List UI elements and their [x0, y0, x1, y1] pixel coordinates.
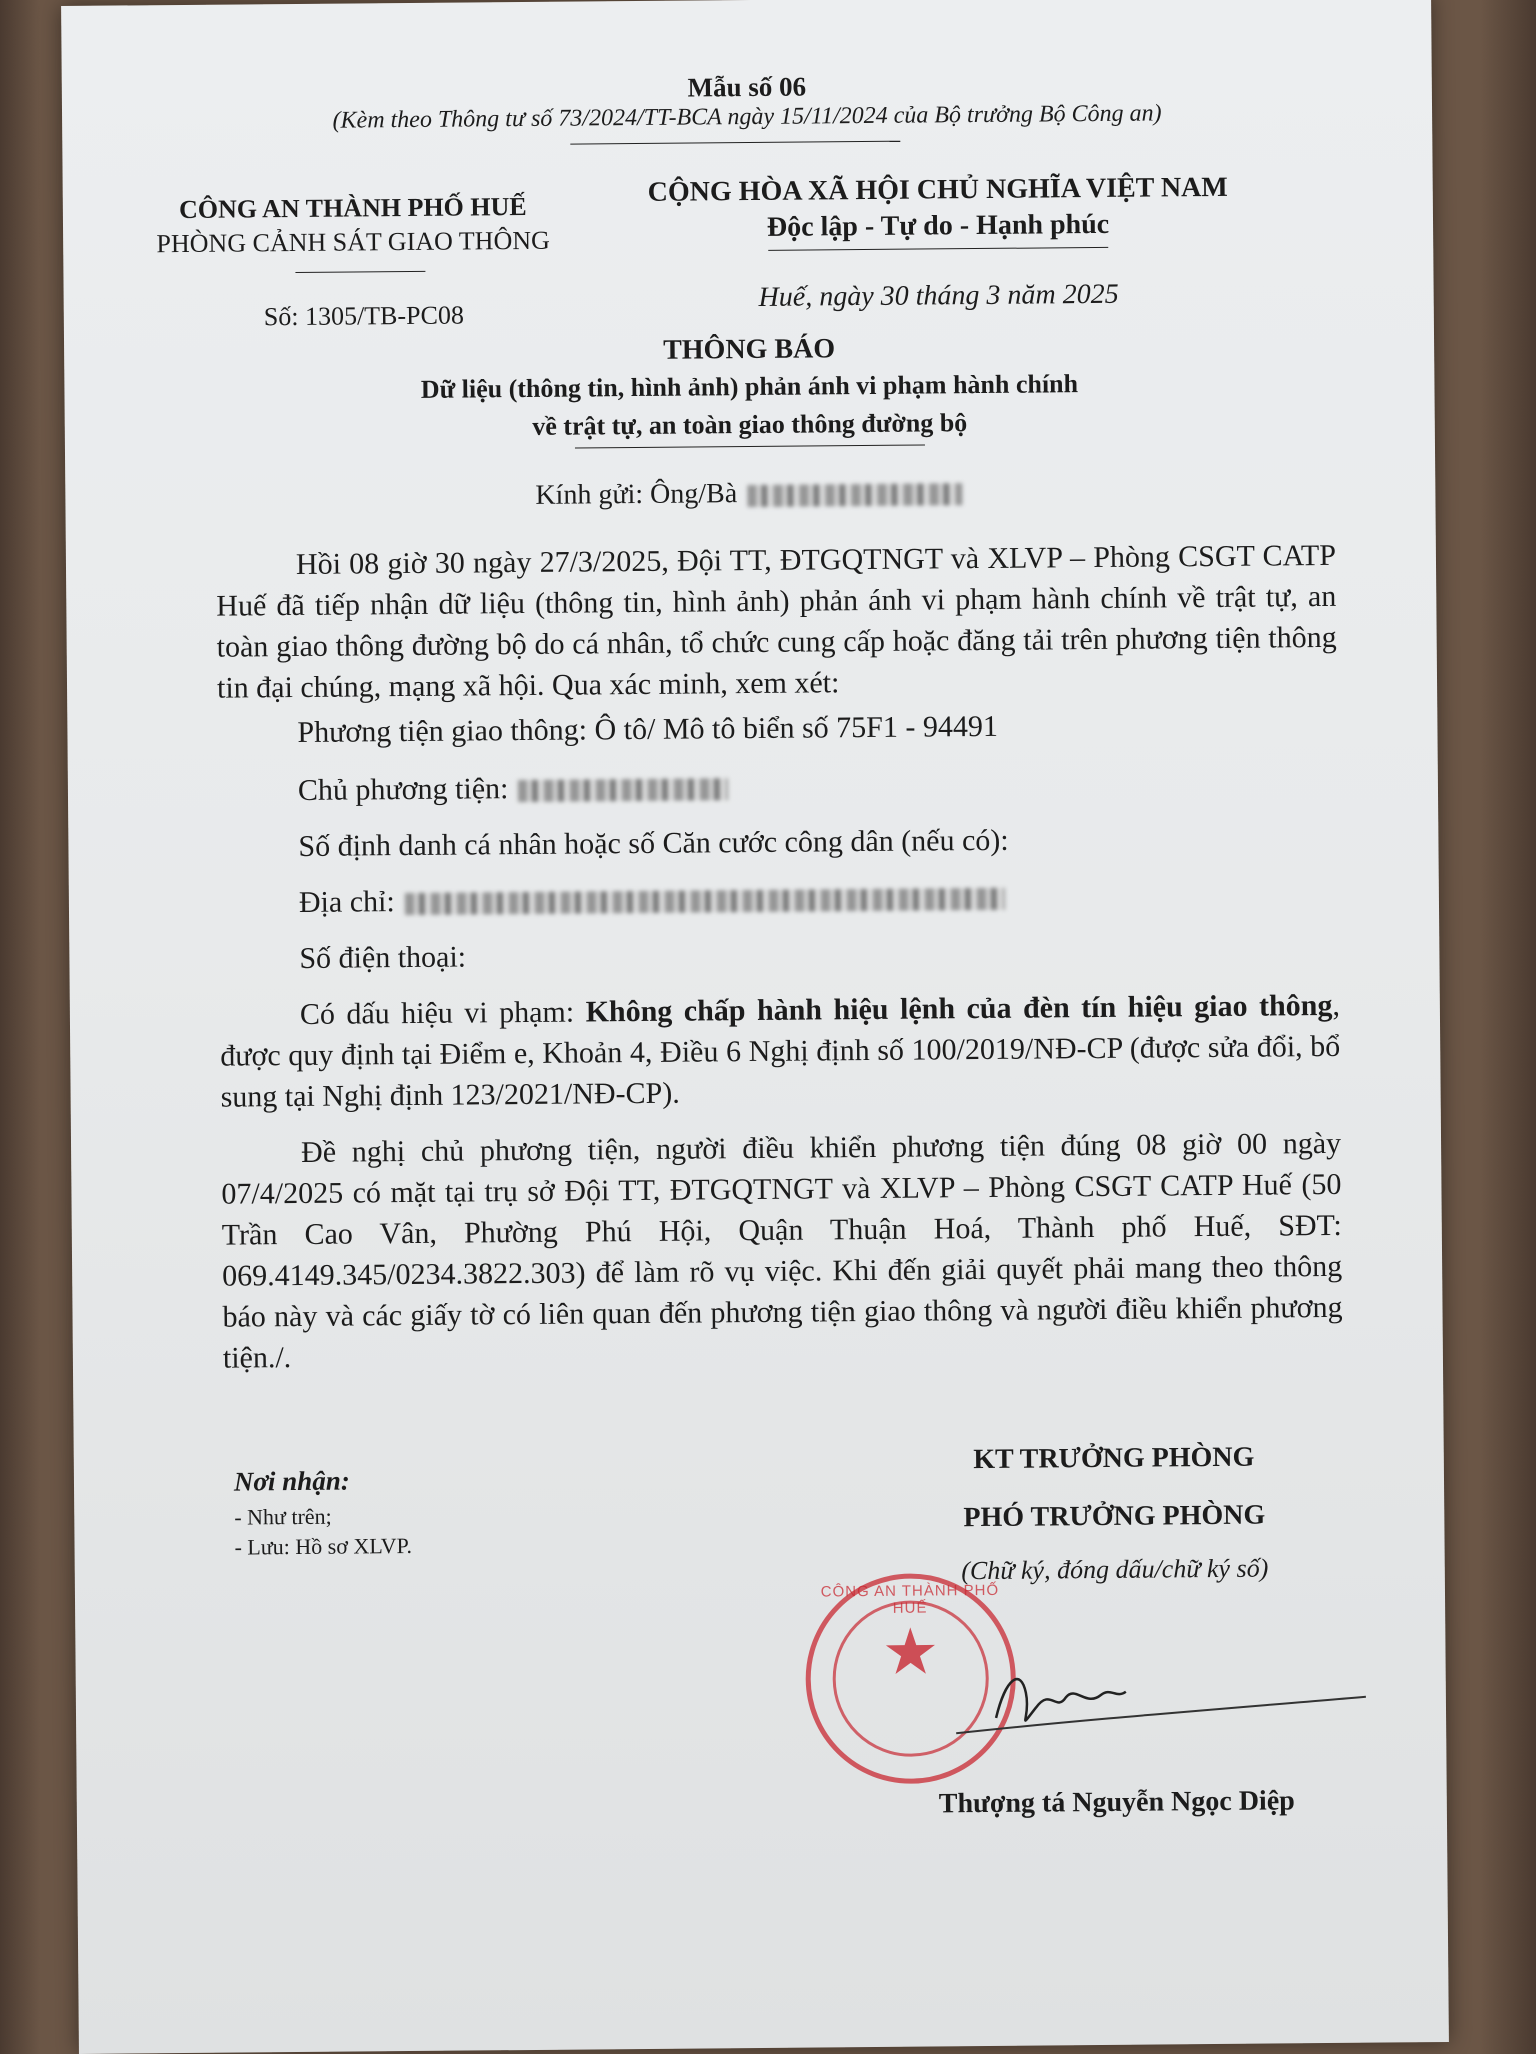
- stamp-text: CÔNG AN THÀNH PHỐ HUẾ: [820, 1581, 1000, 1617]
- signer-name: Thượng tá Nguyễn Ngọc Diệp: [938, 1785, 1295, 1820]
- document-page: [61, 0, 1449, 2054]
- signature-note: (Chữ ký, đóng dấu/chữ ký số): [961, 1553, 1269, 1586]
- signer-title-line2: PHÓ TRƯỞNG PHÒNG: [963, 1499, 1266, 1534]
- redacted-address: [405, 888, 1005, 915]
- agency-name: CÔNG AN THÀNH PHỐ HUẾ: [178, 191, 527, 224]
- recipients-item: - Như trên;: [234, 1503, 332, 1530]
- redacted-name: [747, 483, 962, 507]
- vehicle-line: Phương tiện giao thông: Ô tô/ Mô tô biển số 75F1 - 94491: [297, 709, 999, 749]
- divider: [295, 271, 425, 273]
- owner-line: [298, 770, 729, 808]
- document-subtitle-line2: về trật tự, an toàn giao thông đường bộ: [532, 408, 968, 441]
- nation-title: CỘNG HÒA XÃ HỘI CHỦ NGHĨA VIỆT NAM: [647, 171, 1228, 208]
- redacted-owner: [518, 778, 728, 802]
- document-number: Số: 1305/TB-PC08: [263, 300, 465, 332]
- violation-legal-basis: , được quy định tại Điểm e, Khoản 4, Điều 6 Nghị định số 100/2019/NĐ-CP (được sửa đổi, bổ sung tại Nghị định 123/2021/NĐ-CP).: [220, 988, 1341, 1114]
- signer-title-line1: KT TRƯỞNG PHÒNG: [973, 1441, 1255, 1476]
- recipients-title: Nơi nhận:: [233, 1465, 350, 1497]
- intro-text: Hồi 08 giờ 30 ngày 27/3/2025, Đội TT, ĐTGQTNGT và XLVP – Phòng CSGT CATP Huế đã tiếp nhận dữ liệu (thông tin, hình ảnh) phản ánh vi phạm hành chính về trật tự, an toàn giao thông đường bộ do cá nhân, tổ chức cung cấp hoặc đăng tải trên phương tiện thông tin đại chúng, mạng xã hội. Qua xác minh, xem xét:: [216, 538, 1337, 705]
- document-title: THÔNG BÁO: [663, 333, 836, 366]
- address-line: [299, 880, 1005, 920]
- document-date: Huế, ngày 30 tháng 3 năm 2025: [758, 278, 1119, 313]
- request-text: Đề nghị chủ phương tiện, người điều khiển phương tiện đúng 08 giờ 00 ngày 07/4/2025 có mặt tại trụ sở Đội TT, ĐTGQTNGT và XLVP – Phòng CSGT CATP Huế (50 Trần Cao Vân, Phường Phú Hội, Quận Thuận Hoá, Thành phố Huế, SĐT: 069.4149.345/0234.3822.303) để làm rõ vụ việc. Khi đến giải quyết phải mang theo thông báo này và các giấy tờ có liên quan đến phương tiện giao thông và người điều khiển phương tiện./.: [221, 1126, 1343, 1375]
- divider: [575, 444, 925, 448]
- address-label: Địa chỉ:: [298, 885, 395, 919]
- handwritten-signature: [935, 1635, 1376, 1759]
- star-icon: ★: [881, 1616, 940, 1688]
- violation-prefix: Có dấu hiệu vi phạm:: [299, 995, 586, 1031]
- document-subtitle-line1: Dữ liệu (thông tin, hình ảnh) phản ánh vi phạm hành chính: [420, 369, 1079, 404]
- agency-department: PHÒNG CẢNH SÁT GIAO THÔNG: [156, 225, 550, 259]
- phone-line: Số điện thoại:: [299, 940, 467, 975]
- recipient-label: Kính gửi: Ông/Bà: [535, 478, 738, 511]
- violation-paragraph: [220, 985, 1341, 1118]
- recipients-item: - Lưu: Hồ sơ XLVP.: [234, 1533, 413, 1560]
- violation-description: Không chấp hành hiệu lệnh của đèn tín hiệu giao thông: [585, 988, 1333, 1029]
- intro-paragraph: [216, 535, 1337, 709]
- recipient-line: [535, 476, 962, 512]
- divider: [768, 247, 1108, 251]
- form-attachment: (Kèm theo Thông tư số 73/2024/TT-BCA ngày 15/11/2024 của Bộ trưởng Bộ Công an): [332, 100, 1162, 134]
- id-line: Số định danh cá nhân hoặc số Căn cước công dân (nếu có):: [298, 823, 1009, 863]
- form-number: Mẫu số 06: [687, 71, 807, 103]
- nation-motto: Độc lập - Tự do - Hạnh phúc: [766, 208, 1110, 243]
- owner-label: Chủ phương tiện:: [297, 772, 509, 807]
- divider: [570, 141, 900, 145]
- request-paragraph: [221, 1123, 1343, 1379]
